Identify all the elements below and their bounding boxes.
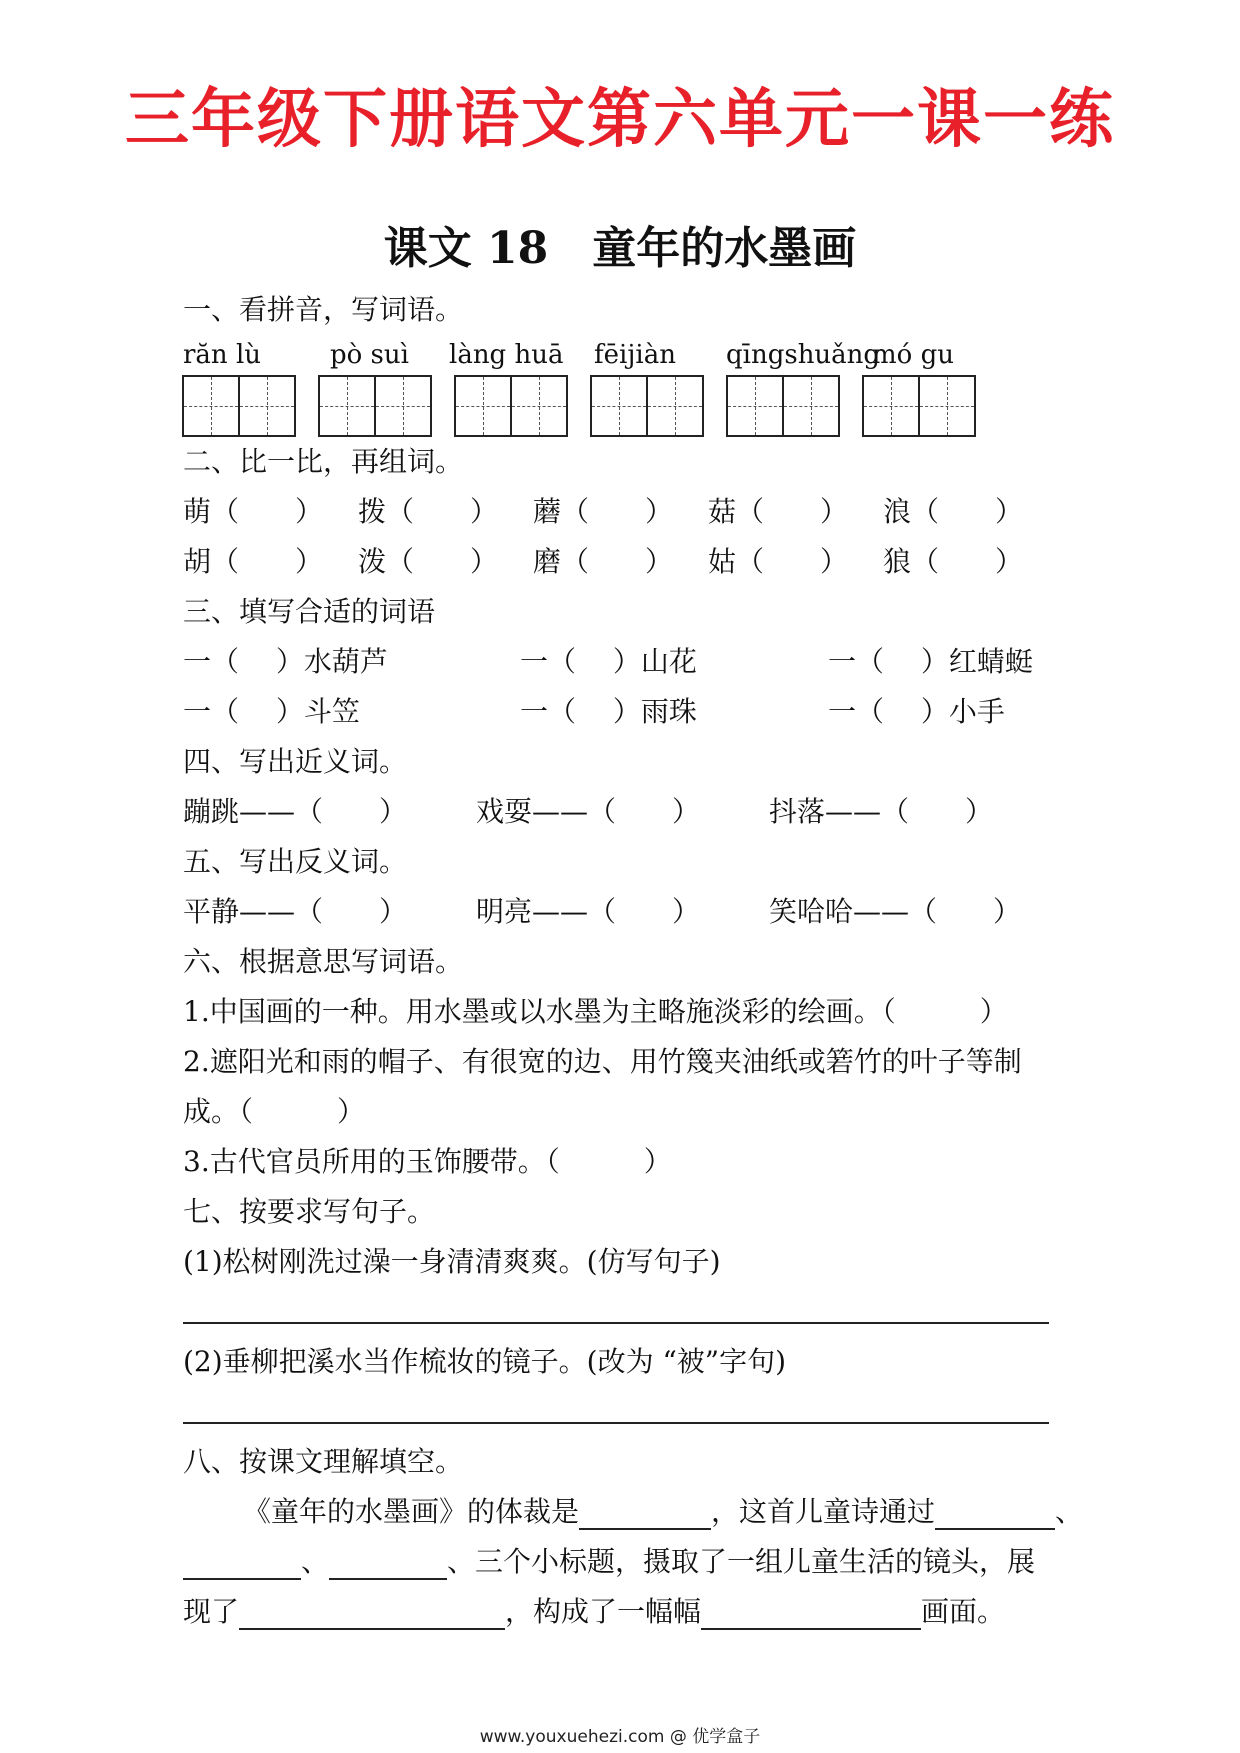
- antonym-item: 平静——（ ）: [183, 895, 408, 928]
- synonym-item: 蹦跳——（ ）: [183, 795, 408, 828]
- cloze-blank[interactable]: [239, 1598, 505, 1630]
- section-6-heading: 六、根据意思写词语。: [183, 945, 464, 978]
- cloze-text: 《童年的水墨画》的体裁是: [243, 1495, 580, 1528]
- section-8-heading: 八、按课文理解填空。: [183, 1445, 464, 1478]
- fill-item: 一（ ）红蜻蜓: [828, 645, 1033, 678]
- compare-item: 拨（ ）: [358, 495, 499, 528]
- compare-item: 浪（ ）: [883, 495, 1024, 528]
- cloze-text: ，构成了一幅幅: [505, 1595, 702, 1628]
- compare-item: 胡（ ）: [183, 545, 324, 578]
- writing-grid-1[interactable]: [182, 375, 296, 437]
- cloze-text: 、: [301, 1545, 330, 1578]
- writing-grid-2[interactable]: [318, 375, 432, 437]
- compare-item: 泼（ ）: [358, 545, 499, 578]
- pinyin-6: mó gu: [872, 340, 954, 370]
- compare-item: 萌（ ）: [183, 495, 324, 528]
- cloze-blank[interactable]: [183, 1548, 301, 1580]
- fill-item: 一（ ）斗笠: [183, 695, 360, 728]
- lesson-number: 课文 18: [383, 223, 549, 274]
- definition-question-2-cont: 成。（ ）: [183, 1095, 366, 1128]
- cloze-line-2: [183, 1540, 1035, 1580]
- compare-item: 磨（ ）: [533, 545, 674, 578]
- cloze-text: 、: [1055, 1495, 1084, 1528]
- cloze-text: 画面。: [921, 1595, 1006, 1628]
- sentence-question-2: (2)垂柳把溪水当作梳妆的镜子。(改为 “被”字句): [183, 1345, 787, 1378]
- cloze-text: 、三个小标题，摄取了一组儿童生活的镜头，展: [447, 1545, 1036, 1578]
- pinyin-5: qīngshuǎng: [726, 340, 881, 370]
- definition-question-2: 2.遮阳光和雨的帽子、有很宽的边、用竹篾夹油纸或箬竹的叶子等制: [183, 1045, 1022, 1078]
- pinyin-1: răn lù: [183, 340, 261, 370]
- pinyin-4: fēijiàn: [594, 340, 676, 370]
- answer-line-2[interactable]: [183, 1422, 1049, 1424]
- writing-grid-6[interactable]: [862, 375, 976, 437]
- definition-question-1: 1.中国画的一种。用水墨或以水墨为主略施淡彩的绘画。（ ）: [183, 995, 1008, 1028]
- definition-question-3: 3.古代官员所用的玉饰腰带。（ ）: [183, 1145, 672, 1178]
- cloze-text: 现了: [183, 1595, 240, 1628]
- synonym-item: 戏耍——（ ）: [476, 795, 701, 828]
- cloze-blank[interactable]: [329, 1548, 447, 1580]
- pinyin-2: pò suì: [330, 340, 409, 370]
- writing-grid-3[interactable]: [454, 375, 568, 437]
- page-title: 三年级下册语文第六单元一课一练: [125, 82, 1115, 157]
- fill-item: 一（ ）山花: [520, 645, 697, 678]
- section-4-heading: 四、写出近义词。: [183, 745, 408, 778]
- cloze-blank[interactable]: [701, 1598, 921, 1630]
- synonym-item: 抖落——（ ）: [769, 795, 994, 828]
- section-5-heading: 五、写出反义词。: [183, 845, 408, 878]
- compare-item: 姑（ ）: [708, 545, 849, 578]
- cloze-line-3: [183, 1590, 1005, 1630]
- cloze-blank[interactable]: [935, 1498, 1055, 1530]
- section-2-heading: 二、比一比，再组词。: [183, 445, 464, 478]
- answer-line-1[interactable]: [183, 1322, 1049, 1324]
- cloze-line-1: [243, 1490, 1083, 1530]
- writing-grid-4[interactable]: [590, 375, 704, 437]
- cloze-text: ，这首儿童诗通过: [711, 1495, 936, 1528]
- fill-item: 一（ ）水葫芦: [183, 645, 388, 678]
- fill-item: 一（ ）小手: [828, 695, 1005, 728]
- antonym-item: 明亮——（ ）: [476, 895, 701, 928]
- compare-item: 蘑（ ）: [533, 495, 674, 528]
- fill-item: 一（ ）雨珠: [520, 695, 697, 728]
- section-1-heading: 一、看拼音，写词语。: [183, 293, 464, 326]
- cloze-blank[interactable]: [579, 1498, 711, 1530]
- writing-grid-5[interactable]: [726, 375, 840, 437]
- section-3-heading: 三、填写合适的词语: [183, 595, 436, 628]
- lesson-title: [0, 212, 1240, 276]
- compare-item: 狼（ ）: [883, 545, 1024, 578]
- pinyin-3: làng huā: [449, 340, 564, 370]
- compare-item: 菇（ ）: [708, 495, 849, 528]
- footer-watermark: www.youxuehezi.com @ 优学盒子: [479, 1727, 761, 1747]
- lesson-name: 童年的水墨画: [592, 223, 857, 274]
- antonym-item: 笑哈哈——（ ）: [769, 895, 1022, 928]
- section-7-heading: 七、按要求写句子。: [183, 1195, 436, 1228]
- sentence-question-1: (1)松树刚洗过澡一身清清爽爽。(仿写句子): [183, 1245, 721, 1278]
